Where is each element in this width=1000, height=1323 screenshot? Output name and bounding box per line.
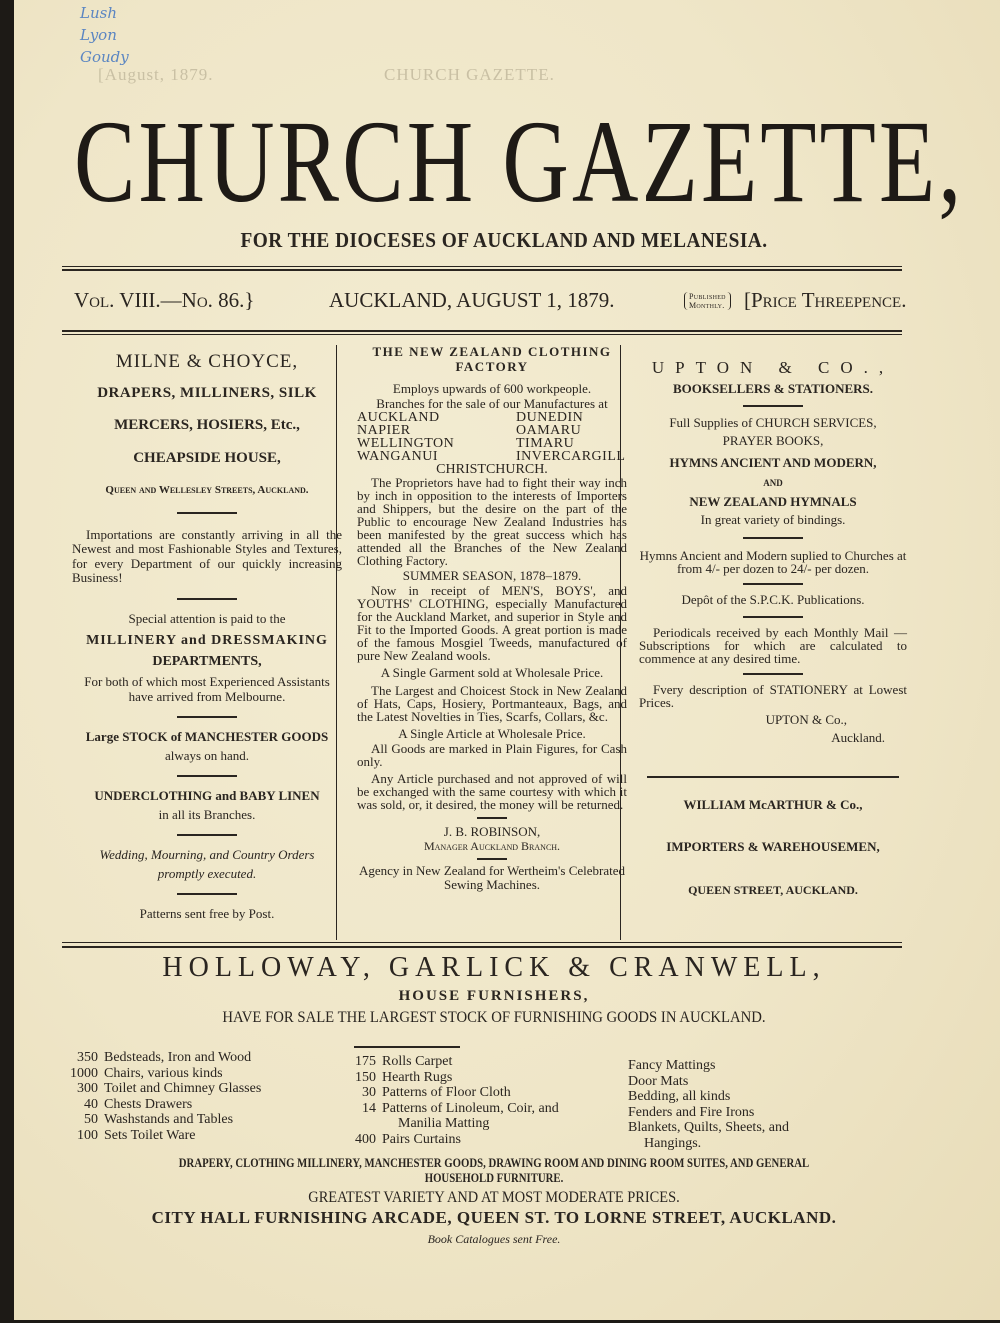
ad-heading: WILLIAM McARTHUR & Co., — [683, 796, 863, 812]
quantity: 400 — [355, 1131, 376, 1147]
ad-text: A Single Garment sold at Wholesale Price. — [380, 664, 604, 680]
divider — [62, 942, 902, 943]
item: Patterns of Linoleum, Coir, and — [382, 1100, 559, 1116]
divider — [62, 330, 902, 332]
branch-list — [357, 411, 627, 463]
quantity: 14 — [362, 1100, 376, 1116]
ad-nz-clothing-factory — [357, 345, 627, 893]
ad-text: HYMNS ANCIENT AND MODERN, — [669, 455, 877, 470]
ad-arcade: CITY HALL FURNISHING ARCADE, QUEEN ST. TO LORNE STREET, AUCKLAND. — [151, 1208, 837, 1227]
ad-text: Full Supplies of CHURCH SERVICES, — [669, 415, 877, 430]
ad-milne-choyce — [72, 345, 342, 922]
ad-text: In great variety of bindings. — [700, 511, 846, 527]
stock-list-3 — [628, 1058, 789, 1151]
list-item: Fenders and Fire Irons — [628, 1104, 755, 1120]
branch: WELLINGTON — [357, 436, 455, 451]
separator — [477, 858, 507, 860]
list-item — [336, 1054, 559, 1070]
quantity: 175 — [355, 1054, 376, 1069]
ad-holloway-garlick-cranwell — [54, 952, 934, 1027]
item: Hearth Rugs — [382, 1069, 453, 1085]
ad-text: A Single Article at Wholesale Price. — [398, 726, 586, 741]
ad-text: Importations are constantly arriving in all the Newest and most Fashionable Styles and Textures, for every Department of our quickly increasing Business! — [72, 526, 342, 585]
divider — [647, 776, 899, 778]
handwriting-line: Lush — [80, 4, 117, 22]
item: Chairs, various kinds — [104, 1065, 223, 1081]
list-item: Bedding, all kinds — [628, 1089, 731, 1104]
monthly-label: Monthly. — [689, 301, 725, 310]
branch: INVERCARGILL — [516, 449, 626, 464]
divider — [354, 1046, 460, 1048]
ad-text: BOOKSELLERS & STATIONERS. — [673, 380, 873, 396]
ad-subheading: HOUSE FURNISHERS, — [398, 988, 590, 1004]
masthead-title: CHURCH GAZETTE, — [74, 96, 965, 227]
separator — [177, 716, 237, 718]
ad-text: CHEAPSIDE HOUSE, — [133, 449, 281, 466]
ad-text: Special attention is paid to the — [128, 610, 286, 626]
list-item — [58, 1066, 261, 1082]
item: Patterns of Floor Cloth — [382, 1085, 511, 1100]
bleed-through-text: CHURCH GAZETTE. — [384, 65, 555, 84]
ad-catalogues: Book Catalogues sent Free. — [427, 1232, 561, 1246]
place-date: AUCKLAND, AUGUST 1, 1879. — [329, 288, 615, 312]
ad-heading: UPTON & CO., — [651, 358, 895, 377]
ad-text: All Goods are marked in Plain Figures, for Cash only. — [357, 740, 627, 769]
ad-text: PRAYER BOOKS, — [722, 432, 824, 448]
separator — [743, 616, 803, 618]
divider — [62, 334, 902, 335]
list-item: Fancy Mattings — [628, 1058, 716, 1073]
list-item — [58, 1097, 261, 1113]
branch: DUNEDIN — [516, 410, 584, 425]
list-item — [336, 1085, 559, 1101]
separator — [177, 893, 237, 895]
ad-heading: THE NEW ZEALAND CLOTHING FACTORY — [372, 344, 612, 374]
ad-text: HOUSEHOLD FURNITURE. — [424, 1171, 564, 1185]
ad-text: NEW ZEALAND HYMNALS — [689, 494, 857, 509]
list-item: Blankets, Quilts, Sheets, and — [628, 1120, 789, 1135]
ad-text: DRAPERY, CLOTHING MILLINERY, MANCHESTER GOODS, DRAWING ROOM AND DINING ROOM SUITES, AND GENERAL — [178, 1156, 810, 1170]
list-item — [58, 1081, 261, 1097]
separator — [743, 405, 803, 407]
separator — [477, 817, 507, 819]
handwritten-annotation — [80, 2, 129, 68]
ad-text: IMPORTERS & WAREHOUSEMEN, — [666, 839, 880, 854]
newspaper-page — [14, 0, 1000, 1320]
separator — [743, 673, 803, 675]
ad-address: Queen and Wellesley Streets, Auckland. — [105, 484, 309, 496]
ad-text: Employs upwards of 600 workpeople. — [392, 381, 592, 396]
quantity: 350 — [77, 1050, 98, 1065]
ad-text: MILLINERY and DRESSMAKING — [86, 633, 328, 648]
item: Pairs Curtains — [382, 1131, 461, 1147]
quantity: 30 — [362, 1085, 376, 1100]
quantity: 1000 — [70, 1065, 98, 1081]
price: [Price Threepence. — [744, 288, 907, 312]
separator — [177, 512, 237, 514]
ad-text: Any Article purchased and not approved of will be exchanged with the same courtesy with which it was sold, or, it desired, the money will be returned. — [357, 770, 627, 812]
divider — [62, 266, 902, 267]
ad-variety: GREATEST VARIETY AND AT MOST MODERATE PRICES. — [308, 1189, 680, 1206]
list-item — [336, 1101, 559, 1117]
separator — [177, 775, 237, 777]
ad-text: Large STOCK of MANCHESTER GOODS — [85, 729, 329, 744]
item: Toilet and Chimney Glasses — [104, 1081, 262, 1096]
ad-text: always on hand. — [164, 747, 250, 763]
ad-text: MERCERS, HOSIERS, Etc., — [114, 417, 300, 433]
ad-text: Agency in New Zealand for Wertheim's Celebrated Sewing Machines. — [358, 862, 625, 892]
item: Manilia Matting — [398, 1116, 490, 1131]
ad-text: The Proprietors have had to fight their way inch by inch in opposition to the interests of Importers and Shippers, but the desire on the part of the Public to encourage New Zealand Industries has been manifested by the great success which has attended all the Branches of the New Zealand Clothing Factory. — [357, 475, 627, 568]
quantity: 40 — [84, 1096, 98, 1112]
branch: NAPIER — [357, 423, 411, 438]
dateline — [74, 288, 914, 322]
manager-name: J. B. ROBINSON, — [443, 823, 541, 839]
list-item — [336, 1132, 559, 1148]
branch: AUCKLAND — [357, 410, 440, 425]
ad-upton-co — [639, 345, 907, 897]
quantity — [352, 1116, 392, 1132]
item: Chests Drawers — [104, 1096, 193, 1112]
ad-text: Now in receipt of MEN'S, BOYS', and YOUTHS' CLOTHING, especially Manufactured for the Auckland Market, and superior in Style and Fit to the Imported Goods. A great portion is made of the famous Mosgiel Tweeds, manufactured of pure New Zealand wools. — [357, 582, 627, 663]
ad-text: SUMMER SEASON, 1878–1879. — [402, 568, 582, 583]
item: Rolls Carpet — [382, 1054, 453, 1069]
quantity: 50 — [84, 1112, 98, 1127]
ad-text: DEPARTMENTS, — [152, 653, 262, 669]
ad-text: Fvery description of STATIONERY at Lowest Prices. — [639, 681, 907, 710]
item: Sets Toilet Ware — [104, 1127, 196, 1143]
ad-text: Wedding, Mourning, and Country Orders — [99, 847, 315, 862]
separator — [743, 583, 803, 585]
published-label: Published — [689, 292, 726, 301]
list-item: Door Mats — [628, 1073, 689, 1089]
bleed-through-text: [August, 1879. — [98, 65, 214, 84]
ad-text: Hymns Ancient and Modern suplied to Churches at from 4/- per dozen to 24/- per dozen. — [639, 548, 907, 576]
ad-text: Patterns sent free by Post. — [139, 906, 275, 921]
branch: WANGANUI — [357, 449, 438, 464]
ad-text: QUEEN STREET, AUCKLAND. — [688, 882, 858, 897]
quantity: 100 — [77, 1127, 98, 1143]
list-item — [336, 1116, 559, 1132]
ad-text: UNDERCLOTHING and BABY LINEN — [94, 788, 320, 803]
ad-text: For both of which most Experienced Assistants have arrived from Melbourne. — [84, 674, 330, 704]
ad-text: in all its Branches. — [158, 806, 256, 822]
separator — [177, 834, 237, 836]
masthead-subtitle: FOR THE DIOCESES OF AUCKLAND AND MELANESIA. — [240, 228, 768, 252]
ad-text: Depôt of the S.P.C.K. Publications. — [681, 592, 865, 607]
divider — [62, 946, 902, 948]
quantity: 150 — [355, 1069, 376, 1085]
stock-list-2 — [336, 1054, 559, 1147]
list-item — [58, 1112, 261, 1128]
ad-text: Branches for the sale of our Manufactures at — [376, 395, 608, 411]
item: Washstands and Tables — [104, 1112, 234, 1127]
signature: UPTON & Co., — [765, 711, 847, 727]
separator — [177, 598, 237, 600]
stock-list-1 — [58, 1050, 261, 1143]
volume-number: Vol. VIII.—No. 86.} — [74, 288, 255, 312]
ad-goods-line — [116, 1156, 873, 1186]
publication-frequency — [684, 292, 731, 310]
divider — [62, 269, 902, 271]
branch: CHRISTCHURCH. — [436, 462, 548, 477]
list-item: Hangings. — [644, 1135, 702, 1151]
manager-title: Manager Auckland Branch. — [423, 839, 561, 853]
ad-text: AND — [763, 477, 783, 488]
ad-heading: MILNE & CHOYCE, — [115, 351, 299, 372]
list-item — [58, 1050, 261, 1066]
ad-tagline: HAVE FOR SALE THE LARGEST STOCK OF FURNISHING GOODS IN AUCKLAND. — [222, 1009, 766, 1026]
item: Bedsteads, Iron and Wood — [104, 1050, 252, 1065]
separator — [743, 537, 803, 539]
ad-text: DRAPERS, MILLINERS, SILK — [97, 384, 317, 401]
list-item — [58, 1128, 261, 1144]
branch: TIMARU — [516, 436, 575, 451]
list-item — [336, 1070, 559, 1086]
ad-heading: HOLLOWAY, GARLICK & CRANWELL, — [162, 952, 826, 983]
ad-text: Periodicals received by each Monthly Mail —Subscriptions for which are calculated to commence at any desired time. — [639, 624, 907, 666]
signature: Auckland. — [831, 730, 885, 745]
handwriting-line: Goudy — [80, 48, 129, 66]
ad-text: promptly executed. — [157, 865, 257, 881]
ad-text: The Largest and Choicest Stock in New Zealand of Hats, Caps, Hosiery, Portmanteaux, Bags, and the Latest Novelties in Ties, Scarfs, Collars, &c. — [357, 683, 627, 724]
quantity: 300 — [77, 1081, 98, 1096]
handwriting-line: Lyon — [80, 26, 117, 44]
branch: OAMARU — [516, 423, 582, 438]
